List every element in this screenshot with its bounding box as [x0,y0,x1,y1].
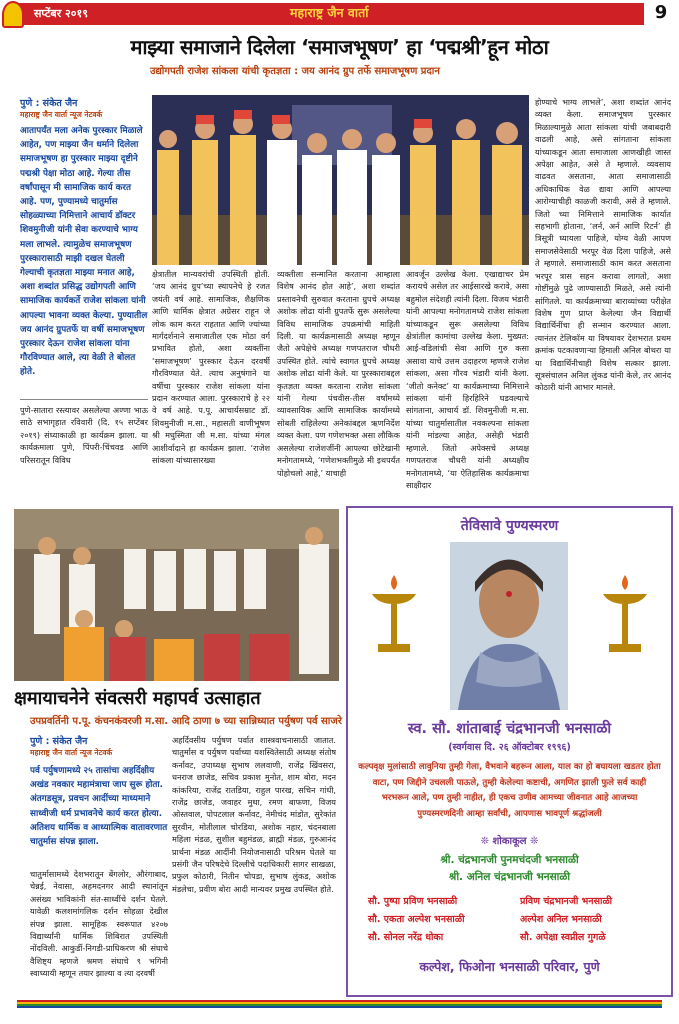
family-name: कल्पेश, फिओना भनसाळी परिवार, पुणे [419,959,600,974]
story2-byline: पुणे : संकेत जैन [30,736,88,747]
award-ceremony-photo [152,95,529,265]
story1-col2: क्षेत्रातील मान्यवरांची उपस्थिती होती. ‘जय आनंद ग्रुप’च्या स्थापनेचे हे रजत जयंती वर्ष आहे. सामाजिक, शैक्षणिक आणि धार्मिक क्षेत्रात अग्रेसर राहून जे लोक काम करत राहतात आणि ज्यांच्या मार्गदर्शनाने समाजातील एक मोठा वर्ग प्रभावित होतो, अशा व्यक्तींना ‘समाजभूषण’ पुरस्कार देऊन दरवर्षी गौरविण्यात येते. त्याच अनुषंगाने या वर्षीचा पुरस्कार राजेश सांकला यांना प्रदान करण्यात आला. पुरस्काराचे हे २२ वे वर्ष आहे. प.पू. आचार्यसम्राट डॉ. शिवमुनीजी म.सा., महासती वाणीभूषण श्री मधुस्मिता जी म.सा. यांच्या मंगल आशीर्वादाने हा कार्यक्रम झाला. ‘राजेश सांकला यांच्यासारख्या [152,269,270,466]
mourner-right-2: अल्पेश अनिल भनसाळी [520,914,602,925]
jain-emblem-icon [2,1,24,28]
page-number: 9 [654,2,668,23]
mourner-left-1: सौ. पुष्पा प्रविण भनसाळी [368,896,458,907]
footer-color-strip [17,1000,662,1008]
death-date: (स्वर्गवास दि. २६ ऑक्टोबर १९९६) [448,742,571,753]
story1-col1: पुणे-सातारा रस्त्यावर असलेल्या अण्णा भाऊ साठे सभागृहात रविवारी (दि. १५ सप्टेंबर २०१९) संध्याकाळी हा कार्यक्रम झाला. या कार्यक्रमाला पुणे, पिंपरी-चिंचवड आणि परिसरातून विविध [20,405,148,465]
story2-headline: क्षमायाचनेने संवत्सरी महापर्व उत्साहात [14,688,261,709]
oil-lamp-icon [595,570,655,660]
memorial-notice [346,506,673,997]
oil-lamp-icon [364,570,424,660]
story1-col5: होण्याचे भाग्य लाभले’, अशा शब्दांत आनंद व्यक्त केला. समाजभूषण पुरस्कार मिळाल्यामुळे आता सांकला यांची जबाबदारी वाढली आहे, असे सांगताना सांकला यांच्याकडून आता समाजाला आणखीही जास्त अपेक्षा आहेत, असे ते म्हणाले. व्यवसाय वाढवत असताना, आता समाजासाठी अधिकाधिक वेळ द्यावा आणि आपल्या आरोग्याचीही काळजी करावी, असे ते म्हणाले. जितो च्या निमित्ताने सामाजिक कार्यात सहभागी होताना, ‘लर्न, अर्न आणि रिटर्न’ ही त्रिसूत्री घ्यायला पाहिजे, योग्य वेळी आपण समाजसेवेसाठी भरपूर वेळ दिला पाहिजे, असे ते म्हणाले. समाजासाठी काम करत असताना भरपूर त्रास सहन करावा लागतो, अशा गोष्टींमुळे पुढे जाण्यासाठी मिळते, असे त्यांनी सांगितले. या कार्यक्रमाच्या बाराव्यांच्या परीक्षेत विशेष गुण प्राप्त केलेल्या जैन विद्यार्थी विद्यार्थिनींचा ही सन्मान करण्यात आला. त्यानंतर टेलिकॉम या विषयावर देशभरात प्रथम क्रमांक पटकावणाऱ्या हिमाली अनिल बोथरा या या विद्यार्थिनीचाही विशेष सत्कार झाला. सूत्रसंचालन अनिल लुंकड यांनी केले, तर आनंद कोठारी यांनी आभार मानले. [535,97,671,393]
deceased-name: स्व. सौ. शांताबाई चंद्रभानजी भनसाळी [407,721,612,737]
publication-title: महाराष्ट्र जैन वार्ता [290,5,369,20]
story2-network: महाराष्ट्र जैन वार्ता न्यूज नेटवर्क [30,748,113,757]
story1-lead: आतापर्यंत मला अनेक पुरस्कार मिळाले आहेत, पण माझ्या जैन धर्माने दिलेला समाजभूषण हा पुरस्कार माझ्या दृष्टीने पद्मश्री पेक्षा मोठा आहे. गेल्या तीस वर्षांपासून मी सामाजिक कार्य करत आहे. पण, पुण्यामध्ये चातुर्मास सोहळ्याच्या निमित्ताने आचार्य डॉक्टर शिवमुनीजी यांनी सेवा करण्याचे भाग्य मला लाभले. त्यामुळेच समाजभूषण पुरस्कारासाठी माझी दखल घेतली गेल्याची कृतज्ञता माझ्या मनात आहे, अशा शब्दांत प्रसिद्ध उद्योगपती आणि सामाजिक कार्यकर्ते राजेश सांकला यांनी आपल्या भावना व्यक्त केल्या. पुण्यातील जय आनंद ग्रुपतर्फे या वर्षी समाजभूषण पुरस्कार देऊन राजेश सांकला यांना गौरविण्यात आले, त्या वेळी ते बोलत होते. [20,126,148,378]
story2-subhead: उपप्रवर्तिनी प.पू. कंचनकंवरजी म.सा. आदि ठाणा ७ च्या सान्निध्यात पर्युषण पर्व साजरे [30,716,342,727]
story2-lead: पर्व पर्युषणामध्ये २५ तासांचा अहर्दिक्षीय अखंड नवकार महामंत्राचा जाप सुरू होता. अंतगडसूत्र, प्रवचन आदींच्या माध्यमाने साध्वीजी धर्म प्रभावनेचे कार्य करत होत्या. अतिशय धार्मिक व आध्यात्मिक वातावरणात चातुर्मास संपन्न झाला. [30,766,168,848]
mourners-label: ❊ शोकाकूल ❊ [480,836,539,847]
mourner-row-1: श्री. चंद्रभानजी पुनमचंदजी भनसाळी [440,854,579,866]
memorial-title: तेविसावे पुण्यस्मरण [460,518,559,534]
story1-headline: माझ्या समाजाने दिलेला ‘समाजभूषण’ हा ‘पद्मश्री’हून मोठा [130,35,549,59]
story1-col3: व्यक्तीला सन्मानित करताना आम्हाला विशेष आनंद होत आहे’, अशा शब्दांत प्रस्तावनेची सुरुवात करताना ग्रुपचे अध्यक्ष अशोक लोढा यांनी ग्रुपतर्फे सुरू असलेल्या विविध सामाजिक उपक्रमांची माहिती दिली. या कार्यक्रमासाठी अध्यक्ष म्हणून जैतो अपेक्षेचे अध्यक्ष गणपतराज चौधरी उपस्थित होते. त्यांचे स्वागत ग्रुपचे अध्यक्ष अशोक लोढा यांनी केले. या पुरस्काराबद्दल कृतज्ञता व्यक्त करताना राजेश सांकला यांनी गेल्या पंचवीस-तीस वर्षांमध्ये व्यावसायिक आणि सामाजिक कार्यामध्ये सोबती राहिलेल्या अनेकांबद्दल ऋणनिर्देश व्यक्त केला. पण गणेशभक्त असा लौकिक असलेल्या राजेशजींनी आपल्या छोटेखानी मनोगतामध्ये, ‘गणेशभक्तीमुळे मी इथपर्यंत पोहोचलो आहे,’ याचाही [277,269,400,478]
portrait-photo [450,542,568,710]
mourner-row-2: श्री. अनिल चंद्रभानजी भनसाळी [448,871,571,883]
story1-network: महाराष्ट्र जैन वार्ता न्यूज नेटवर्क [20,110,103,119]
story1-byline: पुणे : संकेत जैन [20,98,78,109]
story2-col2: अहर्दिवसीय पर्युषण पर्वात शास्त्रवाचनासाठी जातात. चातुर्मास व पर्युषण पर्वाच्या यशस्वितेसाठी अध्यक्ष संतोष कर्नावट, उपाध्यक्ष सुभाष ललवाणी, राजेंद्र खिंवसरा, धनराज छाजेड, सचिव प्रकाश मुनोत, शाम बोरा, मदन कांकरिया, राजेंद्र रातडिया, राहुल पारख, सचिन गांधी, राजेंद्र छाजेड, जवाहर मुथा, रमण बाफणा, विजय ओस्तवाल, पोपटलाल कर्नावट, नेमीचंद मांडोत, सुरेकांत सुरवीन, मोतीलाल चोरडिया, अशोक नहार, चंदनबाला महिला मंडळ, सुशील बहुमंडळ, ब्राह्मी मंडळ, गुरुआनंद प्रार्थना मंडळ आदींनी नियोजनासाठी परिश्रम घेतले या प्रसंगी जैन परिषदेचे दिल्लीचे पदाधिकारी सागर साखळा, प्रफुल कोठारी, नितीन चोपडा, सुभाष लुंकड, अशोक मंडलेचा, प्रवीण बोरा आदी मान्यवर प्रमुख उपस्थित होते. [172,735,336,894]
mourner-left-3: सौ. सोनल नरेंद्र धोका [368,932,444,943]
paryushan-gathering-photo [14,509,339,681]
mourner-left-2: सौ. एकता अल्पेश भनसाळी [368,914,465,925]
masthead [0,0,679,30]
story2-col1: चातुर्मासामध्ये देशभरातून बेंगलोर, औरंगाबाद, चेन्नई, नेवासा, अहमदनगर आदी स्थानांतून असंख्य भाविकांनी संत-साध्वींचे दर्शन घेतले. यावेळी कलशमांगलिक दर्शन सोहळा देखील संपन्न झाला. सामूहिक स्वरूपात ४२०७ विद्यार्थ्यांनी धार्मिक शिबिरात उपस्थिती नोंदविली. आकुर्डी-निगडी-प्राधिकरण श्री संघाचे वैशिष्ट्य म्हणजे श्रमण संघाचे ९ भगिनी स्वाध्यायी म्हणून तयार झाल्या व त्या दरवर्षी [30,869,168,979]
story1-col4: आवर्जून उल्लेख केला. एखाद्याचर प्रेम करायचे असेल तर आईसारखे करावे, असा बहुमोल संदेशही त्यांनी दिला. विजय भंडारी यांनी आपल्या मनोगतामध्ये राजेश सांकला यांच्याकडून सुरू असलेल्या विविध क्षेत्रांतील कामांचा उल्लेख केला. मुख्यत: आई-वडिलांची सेवा आणि गुरु कसा असावा याचे उत्तम उदाहरण म्हणजे राजेश सांकला, असा गौरव भंडारी यांनी केला. ‘जीतो कनेक्ट’ या कार्यक्रमाच्या निमित्ताने सांकला यांनी हिरहिरिने घडवल्याचे सांगताना, आचार्य डॉ. शिवमुनीजी म.सा. यांच्या चातुर्मासातील नवकल्पना सांकला यांनी मांडल्या आहेत, असेही भंडारी म्हणाले. जितो अपेक्सचे अध्यक्ष गणपतराज चौधरी यांनी अध्यक्षीय मनोगतामध्ये, ‘या ऐतिहासिक कार्यक्रमाचा साक्षीदार [406,269,529,490]
divider [20,399,148,400]
mourner-right-1: प्रविण चंद्रभानजी भनसाळी [520,896,613,907]
story1-subhead: उद्योगपती राजेश सांकला यांची कृतज्ञता : जय आनंद ग्रुप तर्फे समाजभूषण प्रदान [150,66,440,77]
issue-date: सप्टेंबर २०१९ [34,7,88,20]
memorial-poem: कल्पवृक्ष मुलांसाठी लावुनिया तुम्ही गेला, वैभवाने बहरून आला, याल का हो बघायला खडतर होता वाटा, पण जिद्दीने उचलली पाऊले, तुम्ही केलेल्या कष्टाची, अगणित झाली फुले सर्व काही भरभरून आले, पण तुम्ही नाहीत, ही एकच उणीव आमच्या जीवनात आहे आजच्या पुण्यस्मरणदिनी आम्हा सर्वांची, आपणास भावपूर्ण श्रद्धांजली [358,762,661,819]
mourner-right-3: सौ. अपेक्षा स्वप्नील गुगळे [520,932,606,943]
